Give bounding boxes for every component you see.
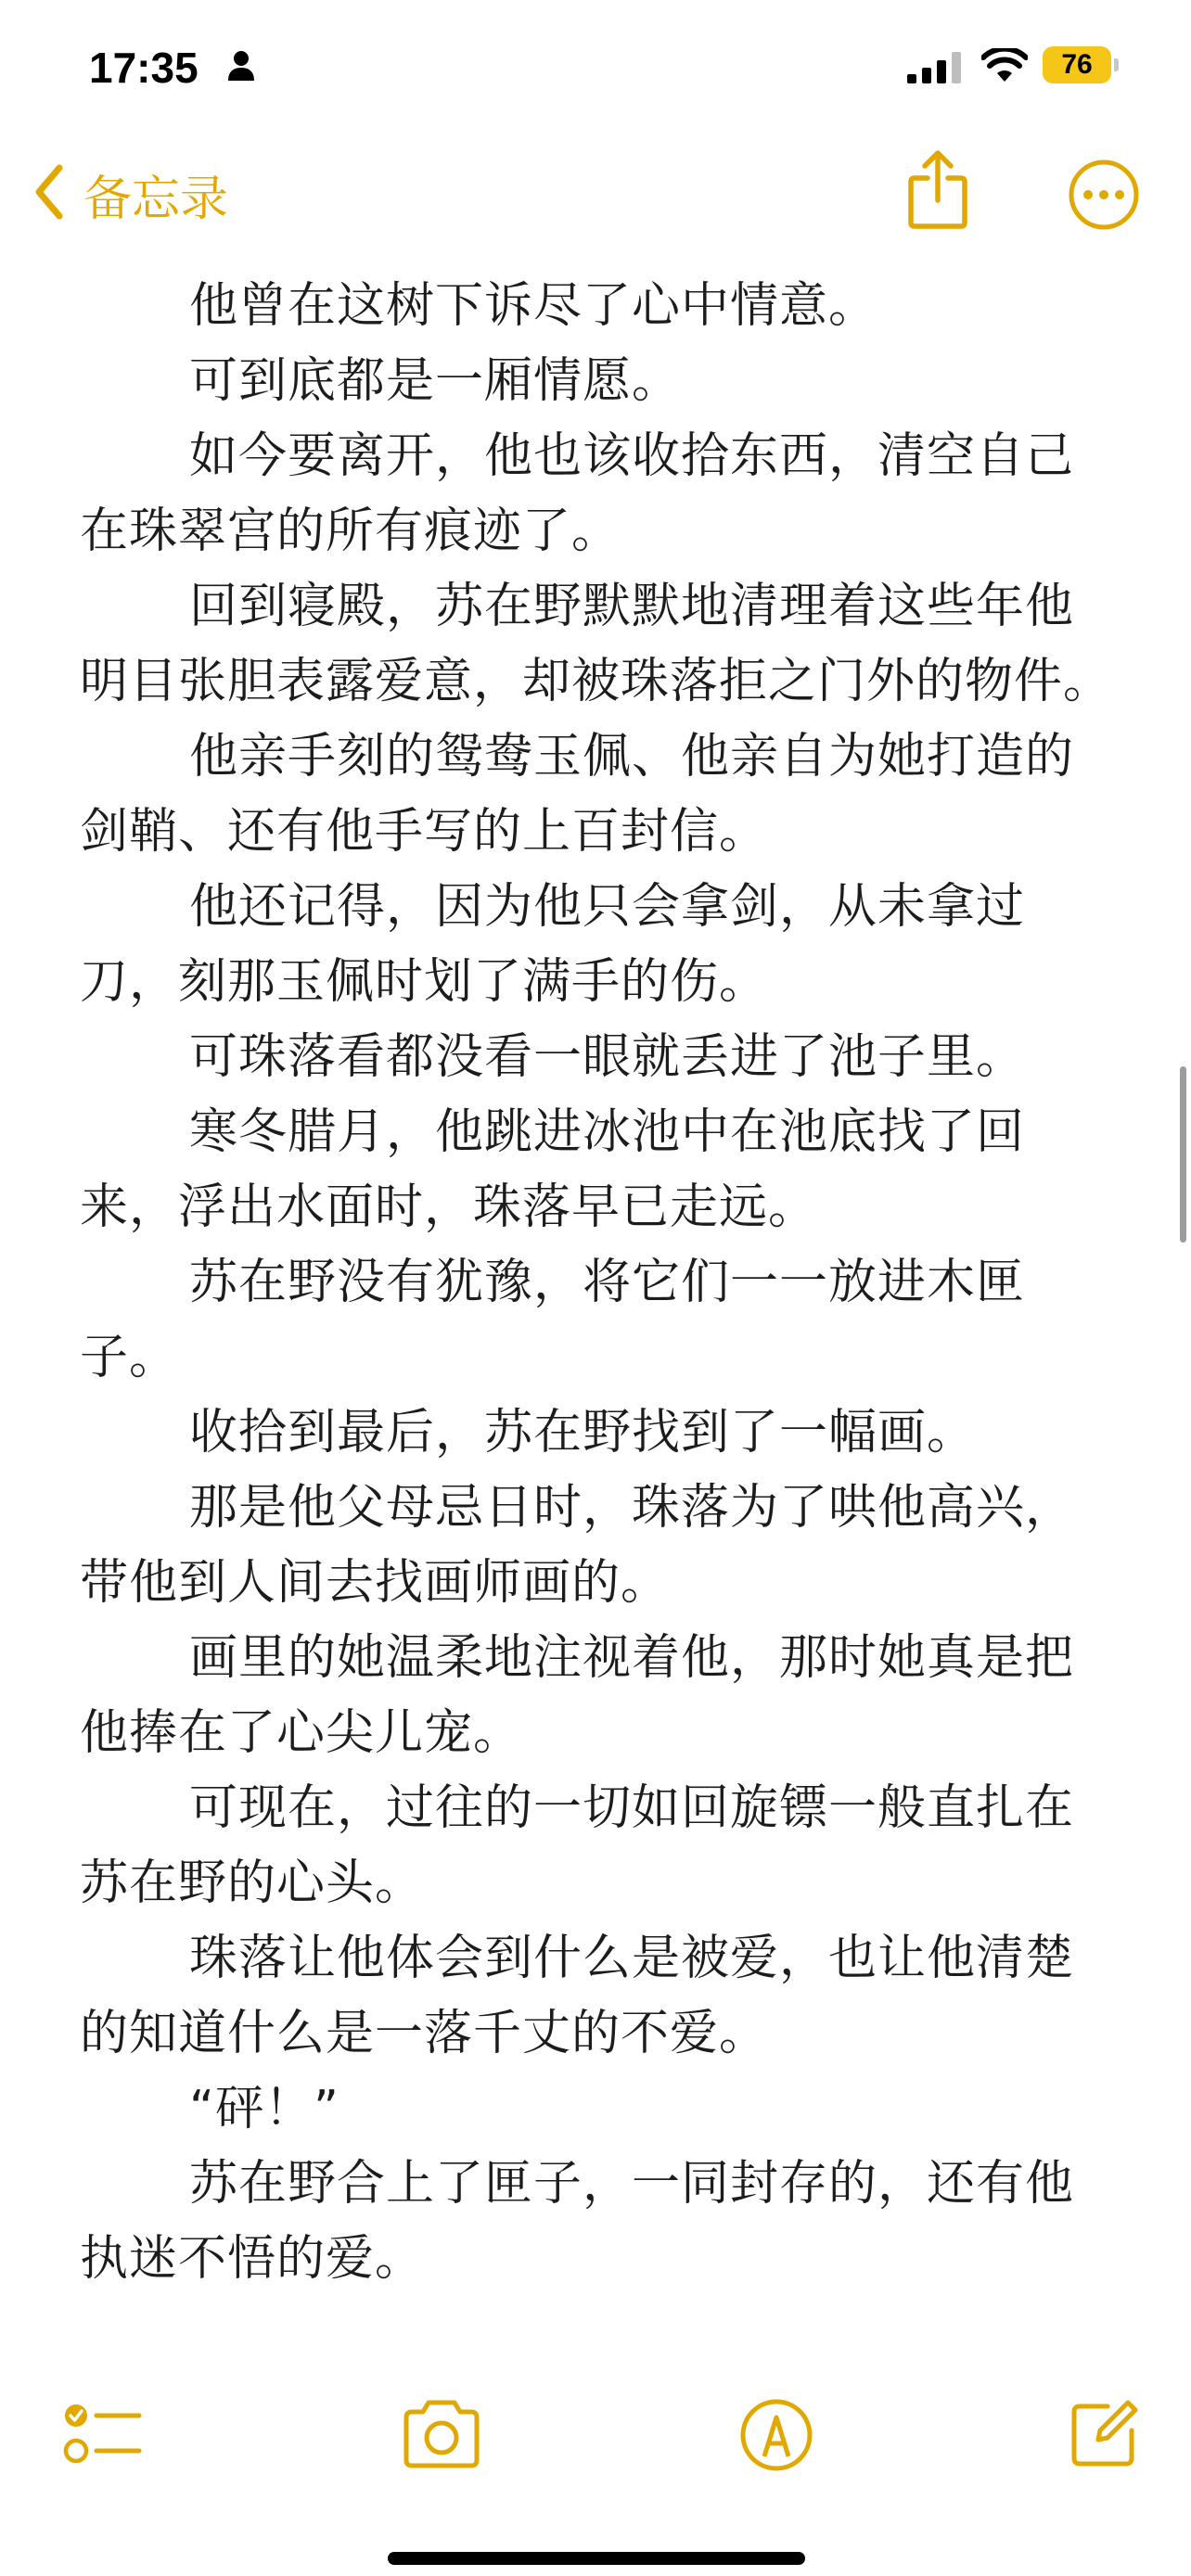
status-time: 17:35 <box>89 44 198 92</box>
note-paragraph: 如今要离开，他也该收拾东西，清空自己在珠翠宫的所有痕迹了。 <box>80 428 1075 559</box>
note-paragraph: 可到底都是一厢情愿。 <box>189 353 682 409</box>
share-button[interactable] <box>905 148 970 236</box>
scroll-indicator[interactable] <box>1180 1066 1186 1243</box>
person-icon <box>227 50 255 85</box>
compose-icon <box>1067 2457 1141 2475</box>
note-paragraph: 他曾在这树下诉尽了心中情意。 <box>189 278 878 334</box>
camera-icon <box>399 2457 484 2475</box>
camera-button[interactable] <box>399 2397 484 2475</box>
battery-level: 76 <box>1061 49 1093 80</box>
note-paragraph: 可珠落看都没看一眼就丢进了池子里。 <box>189 1029 1026 1085</box>
more-button[interactable] <box>1067 158 1141 236</box>
note-paragraph: 珠落让他体会到什么是被爱，也让他清楚的知道什么是一落千丈的不爱。 <box>80 1931 1075 2061</box>
checklist-button[interactable] <box>61 2397 145 2475</box>
wifi-icon <box>981 48 1028 87</box>
note-paragraph: 回到寝殿，苏在野默默地清理着这些年他明目张胆表露爱意，却被珠落拒之门外的物件。 <box>80 579 1113 709</box>
home-indicator[interactable] <box>388 2552 805 2565</box>
battery-cap <box>1114 58 1119 71</box>
note-paragraph: 画里的她温柔地注视着他，那时她真是把他捧在了心尖儿宠。 <box>80 1630 1075 1761</box>
note-paragraph: 他还记得，因为他只会拿剑，从未拿过刀，刻那玉佩时划了满手的伤。 <box>80 879 1026 1010</box>
chevron-left-icon <box>33 163 65 224</box>
status-bar <box>0 0 1191 130</box>
battery-indicator <box>1043 46 1117 83</box>
cellular-signal-icon <box>907 52 963 87</box>
back-button[interactable] <box>33 161 228 226</box>
navigation-bar <box>0 139 1191 250</box>
note-paragraph: “砰！” <box>189 2081 339 2136</box>
note-paragraph: 苏在野合上了匣子，一同封存的，还有他执迷不悟的爱。 <box>80 2156 1075 2287</box>
note-paragraph: 那是他父母忌日时，珠落为了哄他高兴，带他到人间去找画师画的。 <box>80 1480 1075 1611</box>
note-paragraph: 苏在野没有犹豫，将它们一一放进木匣子。 <box>80 1255 1026 1385</box>
note-paragraph: 他亲手刻的鸳鸯玉佩、他亲自为她打造的剑鞘、还有他手写的上百封信。 <box>80 729 1075 860</box>
back-label: 备忘录 <box>83 171 229 227</box>
share-icon <box>905 218 970 236</box>
markup-button[interactable] <box>738 2397 814 2477</box>
note-paragraph: 寒冬腊月，他跳进冰池中在池底找了回来，浮出水面时，珠落早已走远。 <box>80 1104 1026 1235</box>
note-paragraph: 可现在，过往的一切如回旋镖一般直扎在苏在野的心头。 <box>80 1780 1075 1911</box>
compose-button[interactable] <box>1067 2397 1141 2475</box>
note-body[interactable] <box>80 269 1119 2297</box>
bottom-toolbar <box>0 2374 1191 2494</box>
ellipsis-circle-icon <box>1067 218 1141 236</box>
note-paragraph: 收拾到最后，苏在野找到了一幅画。 <box>189 1405 977 1460</box>
pen-circle-icon <box>738 2459 814 2477</box>
checklist-icon <box>61 2457 145 2475</box>
